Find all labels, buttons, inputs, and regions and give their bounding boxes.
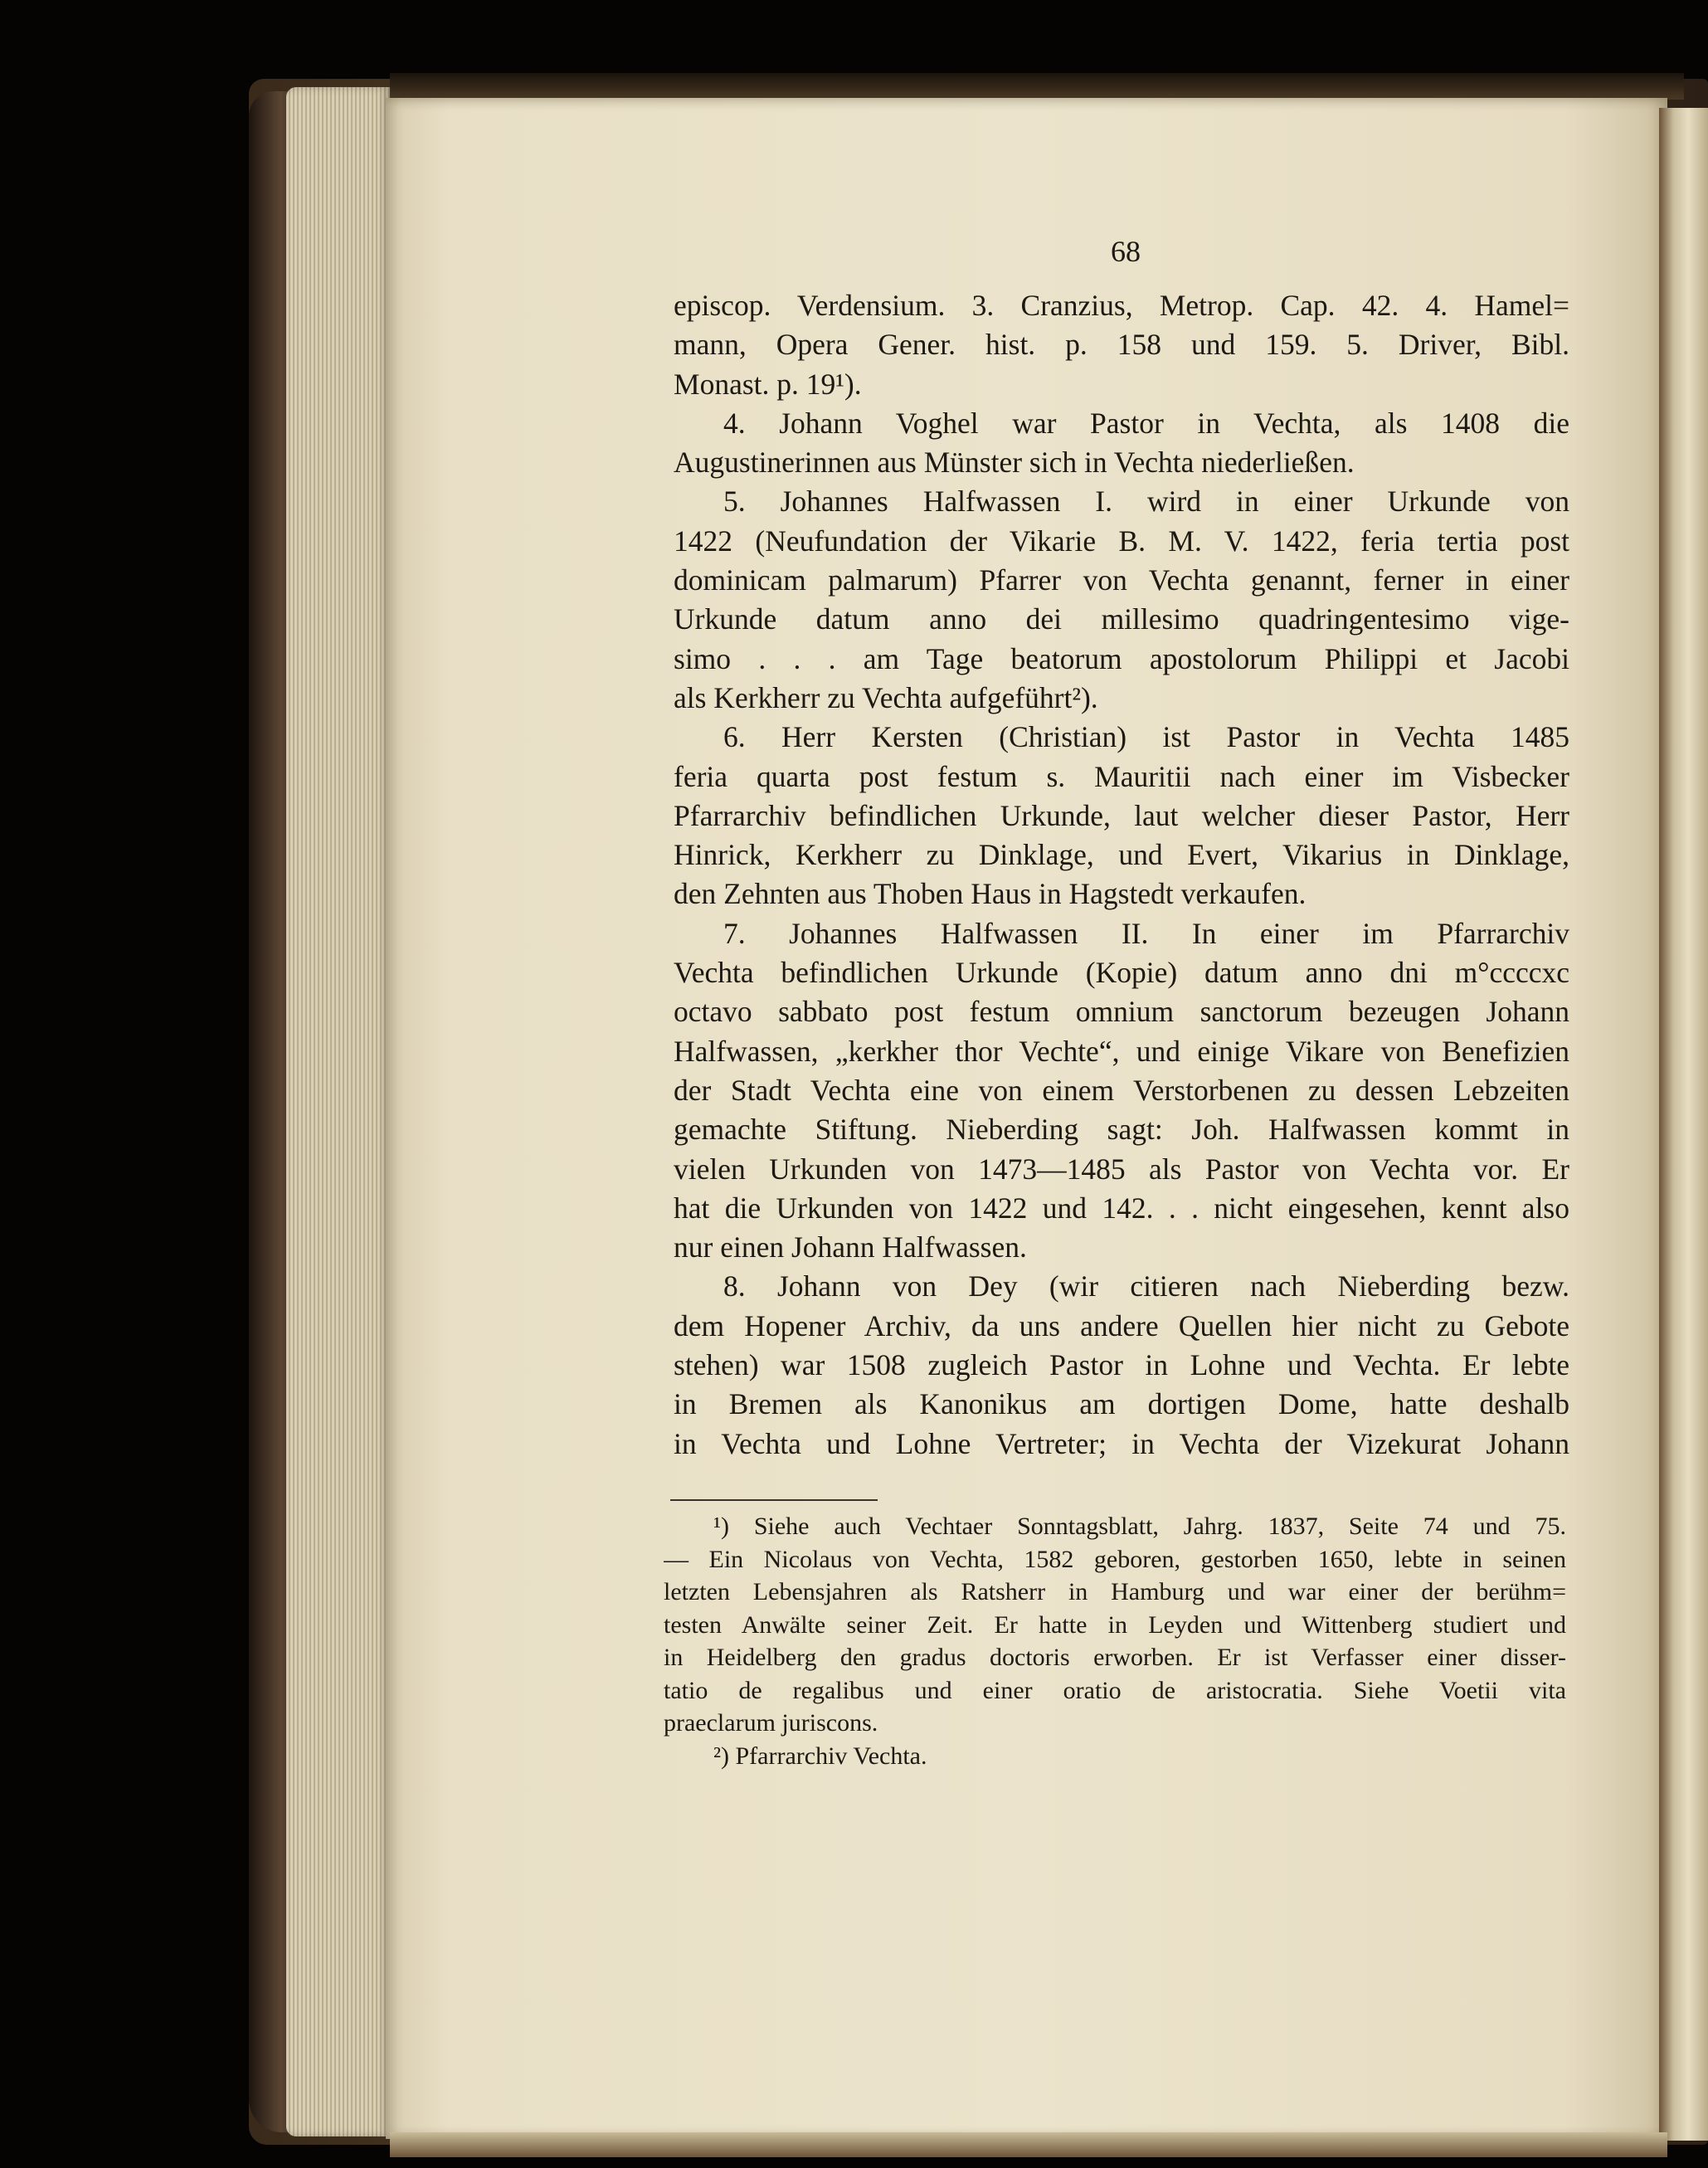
body-text-line: vielen Urkunden von 1473—1485 als Pastor von Vechta vor. Er bbox=[674, 1152, 1569, 1186]
body-text-line: dem Hopener Archiv, da uns andere Quellen hier nicht zu Gebote bbox=[674, 1308, 1569, 1342]
body-text-line: Augustinerinnen aus Münster sich in Vechta niederließen. bbox=[674, 446, 1355, 480]
body-text-line: simo . . . am Tage beatorum apostolorum Philippi et Jacobi bbox=[674, 641, 1569, 675]
page-edges-stack bbox=[286, 87, 390, 2136]
footnote-line: ¹) Siehe auch Vechtaer Sonntagsblatt, Jahrg. 1837, Seite 74 und 75. bbox=[713, 1513, 1566, 1540]
footnote-line: tatio de regalibus und einer oratio de aristocratia. Siehe Voetii vita bbox=[664, 1676, 1566, 1704]
footnote-line: letzten Lebensjahren als Ratsherr in Hamburg und war einer der berühm= bbox=[664, 1578, 1566, 1605]
body-text-line: octavo sabbato post festum omnium sanctorum bezeugen Johann bbox=[674, 995, 1569, 1029]
body-text-line: 1422 (Neufundation der Vikarie B. M. V. 1422, feria tertia post bbox=[674, 524, 1569, 558]
body-text-line: in Vechta und Lohne Vertreter; in Vechta der Vizekurat Johann bbox=[674, 1426, 1569, 1460]
facing-page-edge bbox=[1659, 108, 1708, 2141]
book-top-shadow bbox=[390, 73, 1684, 100]
body-text-line: den Zehnten aus Thoben Haus in Hagstedt verkaufen. bbox=[674, 877, 1307, 911]
body-text-line: als Kerkherr zu Vechta aufgeführt²). bbox=[674, 680, 1098, 714]
footnote-separator bbox=[670, 1499, 878, 1501]
body-text bbox=[674, 286, 1569, 1464]
body-text-line: nur einen Johann Halfwassen. bbox=[674, 1230, 1027, 1264]
footnotes bbox=[664, 1510, 1566, 1772]
body-text-line: 7. Johannes Halfwassen II. In einer im Pfarrarchiv bbox=[723, 916, 1569, 950]
book-bottom-edge bbox=[390, 2132, 1667, 2157]
body-text-line: Urkunde datum anno dei millesimo quadringentesimo vige- bbox=[674, 602, 1569, 636]
body-text-line: feria quarta post festum s. Mauritii nach einer im Visbecker bbox=[674, 759, 1569, 793]
body-text-line: gemachte Stiftung. Nieberding sagt: Joh. Halfwassen kommt in bbox=[674, 1113, 1569, 1147]
body-text-line: Pfarrarchiv befindlichen Urkunde, laut welcher dieser Pastor, Herr bbox=[674, 798, 1569, 832]
body-text-line: 8. Johann von Dey (wir citieren nach Nieberding bezw. bbox=[723, 1269, 1569, 1303]
body-text-line: Vechta befindlichen Urkunde (Kopie) datum anno dni m°ccccxc bbox=[674, 956, 1569, 990]
footnote-line: testen Anwälte seiner Zeit. Er hatte in Leyden und Wittenberg studiert und bbox=[664, 1610, 1566, 1639]
body-text-line: Halfwassen, „kerkher thor Vechte“, und einige Vikare von Benefizien bbox=[674, 1034, 1569, 1068]
body-text-line: stehen) war 1508 zugleich Pastor in Lohne und Vechta. Er lebte bbox=[674, 1348, 1569, 1382]
body-text-line: 5. Johannes Halfwassen I. wird in einer Urkunde von bbox=[723, 485, 1569, 519]
body-text-line: Hinrick, Kerkherr zu Dinklage, und Evert, Vikarius in Dinklage, bbox=[674, 838, 1569, 872]
footnote-line: in Heidelberg den gradus doctoris erworben. Er ist Verfasser einer disser- bbox=[664, 1644, 1566, 1671]
body-text-line: Monast. p. 19¹). bbox=[674, 367, 862, 401]
body-text-line: dominicam palmarum) Pfarrer von Vechta genannt, ferner in einer bbox=[674, 563, 1569, 597]
body-text-line: mann, Opera Gener. hist. p. 158 und 159. 5. Driver, Bibl. bbox=[674, 328, 1569, 362]
footnote-line: praeclarum juriscons. bbox=[664, 1709, 878, 1737]
body-text-line: 6. Herr Kersten (Christian) ist Pastor in Vechta 1485 bbox=[723, 720, 1569, 754]
page-number: 68 bbox=[1111, 235, 1141, 268]
body-text-line: der Stadt Vechta eine von einem Verstorbenen zu dessen Lebzeiten bbox=[674, 1073, 1569, 1107]
footnote-line: — Ein Nicolaus von Vechta, 1582 geboren, gestorben 1650, lebte in seinen bbox=[664, 1545, 1566, 1573]
body-text-line: 4. Johann Voghel war Pastor in Vechta, als 1408 die bbox=[723, 406, 1569, 440]
footnote-line: ²) Pfarrarchiv Vechta. bbox=[713, 1742, 927, 1770]
body-text-line: episcop. Verdensium. 3. Cranzius, Metrop. Cap. 42. 4. Hamel= bbox=[674, 289, 1569, 322]
body-text-line: hat die Urkunden von 1422 und 142. . . nicht eingesehen, kennt also bbox=[674, 1191, 1569, 1225]
body-text-line: in Bremen als Kanonikus am dortigen Dome, hatte deshalb bbox=[674, 1387, 1569, 1421]
